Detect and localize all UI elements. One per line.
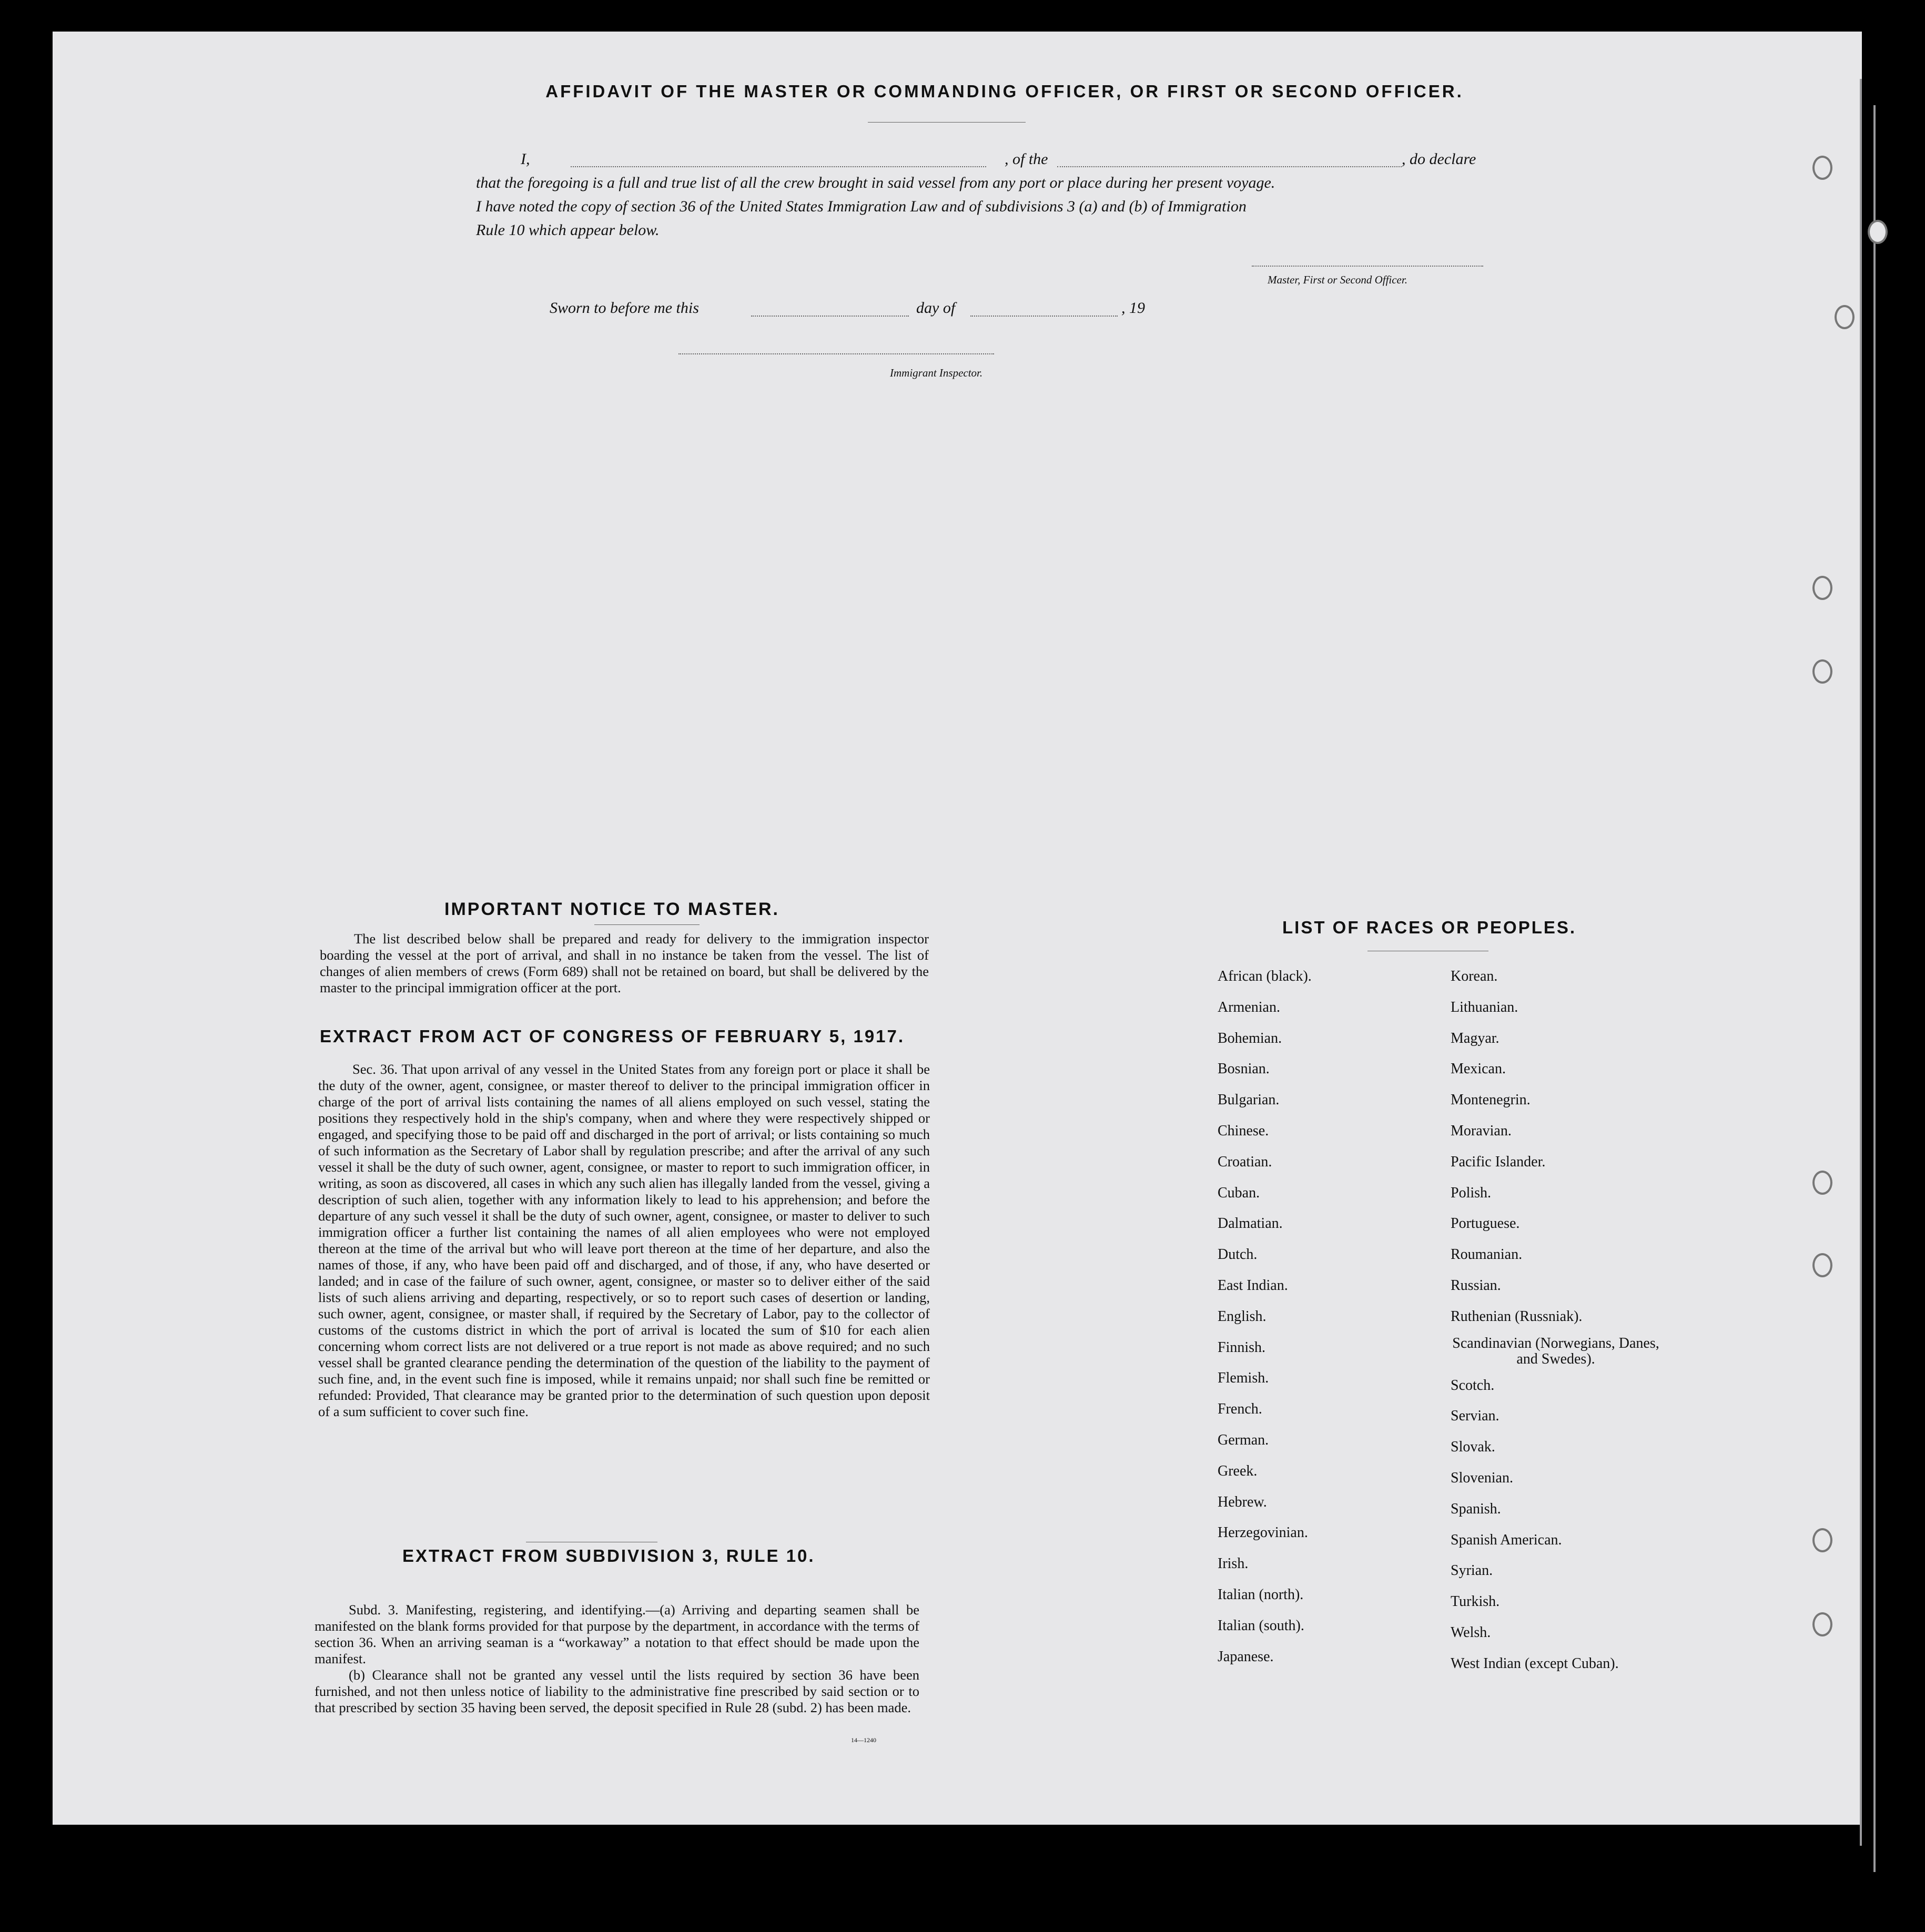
- race-item: Italian (south).: [1218, 1617, 1304, 1634]
- extract-rule-title: EXTRACT FROM SUBDIVISION 3, RULE 10.: [402, 1546, 815, 1565]
- race-item: Hebrew.: [1218, 1493, 1267, 1510]
- page-edge: [1860, 79, 1862, 1846]
- race-item: Chinese.: [1218, 1122, 1269, 1139]
- race-item: French.: [1218, 1401, 1262, 1418]
- race-item: Italian (north).: [1218, 1586, 1304, 1603]
- race-item: Welsh.: [1451, 1624, 1491, 1641]
- race-item: English.: [1218, 1308, 1267, 1325]
- extract-act-title: EXTRACT FROM ACT OF CONGRESS OF FEBRUARY 5, 1917.: [320, 1026, 905, 1046]
- race-item: Turkish.: [1451, 1593, 1500, 1610]
- punch-hole-icon: [1868, 220, 1888, 244]
- race-item: Flemish.: [1218, 1370, 1269, 1387]
- race-item: Roumanian.: [1451, 1246, 1523, 1263]
- race-item: Armenian.: [1218, 999, 1280, 1015]
- race-item: Korean.: [1451, 968, 1498, 984]
- race-item: Cuban.: [1218, 1184, 1260, 1201]
- vessel-blank-line[interactable]: [1057, 166, 1402, 167]
- sworn-text: Sworn to before me this: [550, 299, 699, 317]
- race-item: Slovak.: [1451, 1439, 1495, 1456]
- race-item: Portuguese.: [1451, 1215, 1520, 1232]
- month-blank-line[interactable]: [970, 316, 1118, 317]
- race-item: Croatian.: [1218, 1153, 1272, 1170]
- race-item: Dutch.: [1218, 1246, 1258, 1263]
- race-item: Ruthenian (Russniak).: [1451, 1308, 1583, 1325]
- punch-hole-icon: [1812, 1171, 1832, 1195]
- divider: [868, 122, 1026, 123]
- day-of-text: day of: [916, 299, 956, 317]
- race-item: Dalmatian.: [1218, 1215, 1283, 1232]
- signature-blank-line[interactable]: [1252, 266, 1483, 267]
- race-item: Syrian.: [1451, 1562, 1493, 1579]
- punch-hole-icon: [1812, 1253, 1832, 1277]
- notice-body: The list described below shall be prepared and ready for delivery to the immigration inspector boarding the vessel at the port of arrival, and shall in no instance be taken from the vessel. The list of changes of alien members of crews (Form 689) shall not be retained on board, but shall be delivered by the master to the principal immigration officer at the port.: [320, 931, 929, 995]
- race-item: Herzegovinian.: [1218, 1524, 1308, 1541]
- race-item: Magyar.: [1451, 1030, 1500, 1046]
- race-item: Spanish American.: [1451, 1531, 1562, 1548]
- signature-caption: Master, First or Second Officer.: [1268, 273, 1407, 286]
- race-item: Bulgarian.: [1218, 1092, 1280, 1109]
- extract-act-body: Sec. 36. That upon arrival of any vessel in the United States from any foreign port or place it shall be the duty of the owner, agent, consignee, or master thereof to deliver to the principal immigration officer in charge of the port of arrival lists containing the names of all aliens employed on such vessel, stating the positions they respectively hold in the ship's company, when and where they were respectively shipped or engaged, and specifying those to be paid off and discharged in the port of arrival; or lists containing so much of such information as the Secretary of Labor shall by regulation prescribe; and after the arrival of any such vessel it shall be the duty of such owner, agent, consignee, or master to report to such immigration officer, in writing, as soon as discovered, all cases in which any such alien has illegally landed from the vessel, giving a description of such alien, together with any information likely to lead to his apprehension; and before the departure of any such vessel it shall be the duty of such owner, agent, consignee, or master to deliver to such immigration officer a further list containing the names of all alien employees who were not employed thereon at the time of the arrival but who will leave port thereon at the time of her departure, and also the names of those, if any, who have been paid off and discharged, and of those, if any, who have deserted or landed; and in case of the failure of such owner, agent, consignee, or master so to deliver either of the said lists of such aliens arriving and departing, respectively, or so to report such cases of desertion or landing, such owner, agent, consignee, or master shall, if required by the Secretary of Labor, pay to the collector of customs of the customs district in which the port of arrival is located the sum of $10 for each alien concerning whom correct lists are not delivered or a true report is not made as above required; and no such vessel shall be granted clearance pending the determination of the question of the liability to the payment of such fine, and, in the event such fine is imposed, while it remains unpaid; nor shall such fine be remitted or refunded: Provided, That clearance may be granted prior to the determination of such question upon deposit of a sum sufficient to cover such fine.: [318, 1061, 930, 1419]
- inspector-blank-line[interactable]: [678, 353, 994, 354]
- race-item: Pacific Islander.: [1451, 1153, 1546, 1170]
- race-item: Greek.: [1218, 1462, 1258, 1479]
- race-item: Bosnian.: [1218, 1061, 1270, 1077]
- race-item: Japanese.: [1218, 1648, 1274, 1665]
- punch-hole-icon: [1812, 1612, 1832, 1636]
- race-item: East Indian.: [1218, 1277, 1288, 1294]
- race-item: Mexican.: [1451, 1061, 1506, 1077]
- race-item: Irish.: [1218, 1555, 1249, 1572]
- affidavit-line-2: that the foregoing is a full and true list of all the crew brought in said vessel from any port or place during her present voyage.: [476, 174, 1275, 191]
- race-item: German.: [1218, 1431, 1269, 1448]
- punch-hole-icon: [1812, 576, 1832, 600]
- year-text: , 19: [1121, 299, 1145, 317]
- page-edge: [1873, 105, 1876, 1872]
- race-item: Spanish.: [1451, 1500, 1501, 1517]
- races-column-1: [1218, 961, 1312, 1672]
- form-number: 14—1240: [851, 1736, 876, 1744]
- race-item: Finnish.: [1218, 1339, 1266, 1356]
- inspector-caption: Immigrant Inspector.: [890, 367, 983, 379]
- name-blank-line[interactable]: [571, 166, 986, 167]
- race-item: West Indian (except Cuban).: [1451, 1655, 1619, 1672]
- affidavit-of-the: , of the: [1005, 150, 1048, 168]
- affidavit-i: I,: [521, 150, 530, 168]
- extract-rule-para-b: (b) Clearance shall not be granted any vessel until the lists required by section 36 have been furnished, and not then unless notice of liability to the administrative fine prescribed by said section or to that prescribed by section 35 having been served, the deposit specified in Rule 28 (subd. 2) has been made.: [315, 1667, 919, 1715]
- race-item: Scandinavian (Norwegians, Danes, and Swedes).: [1452, 1335, 1659, 1367]
- punch-hole-icon: [1812, 156, 1832, 180]
- extract-rule-para-a: Subd. 3. Manifesting, registering, and identifying.—(a) Arriving and departing seamen shall be manifested on the blank forms provided for that purpose by the department, in accordance with the terms of section 36. When an arriving seaman is a “workaway” a notation to that effect should be made upon the manifest.: [315, 1602, 919, 1666]
- races-column-2: [1451, 961, 1677, 1680]
- day-blank-line[interactable]: [751, 316, 909, 317]
- punch-hole-icon: [1812, 1528, 1832, 1552]
- affidavit-do-declare: , do declare: [1402, 150, 1476, 168]
- race-item: Bohemian.: [1218, 1030, 1282, 1046]
- race-item: Montenegrin.: [1451, 1092, 1531, 1109]
- affidavit-title: AFFIDAVIT OF THE MASTER OR COMMANDING OFFICER, OR FIRST OR SECOND OFFICER.: [545, 82, 1464, 101]
- affidavit-line-4: Rule 10 which appear below.: [476, 221, 660, 239]
- affidavit-line-3: I have noted the copy of section 36 of the United States Immigration Law and of subdivisions 3 (a) and (b) of Immigration: [476, 198, 1247, 215]
- race-item: Polish.: [1451, 1184, 1492, 1201]
- race-item: Russian.: [1451, 1277, 1501, 1294]
- race-item: Scotch.: [1451, 1377, 1495, 1394]
- race-item: Lithuanian.: [1451, 999, 1518, 1015]
- notice-title: IMPORTANT NOTICE TO MASTER.: [444, 899, 779, 919]
- race-item: Servian.: [1451, 1408, 1500, 1425]
- race-item: African (black).: [1218, 968, 1312, 984]
- race-item: Moravian.: [1451, 1122, 1512, 1139]
- race-item: Slovenian.: [1451, 1469, 1513, 1486]
- divider: [594, 924, 700, 925]
- punch-hole-icon: [1812, 659, 1832, 684]
- punch-hole-icon: [1835, 305, 1855, 329]
- races-title: LIST OF RACES OR PEOPLES.: [1282, 918, 1577, 937]
